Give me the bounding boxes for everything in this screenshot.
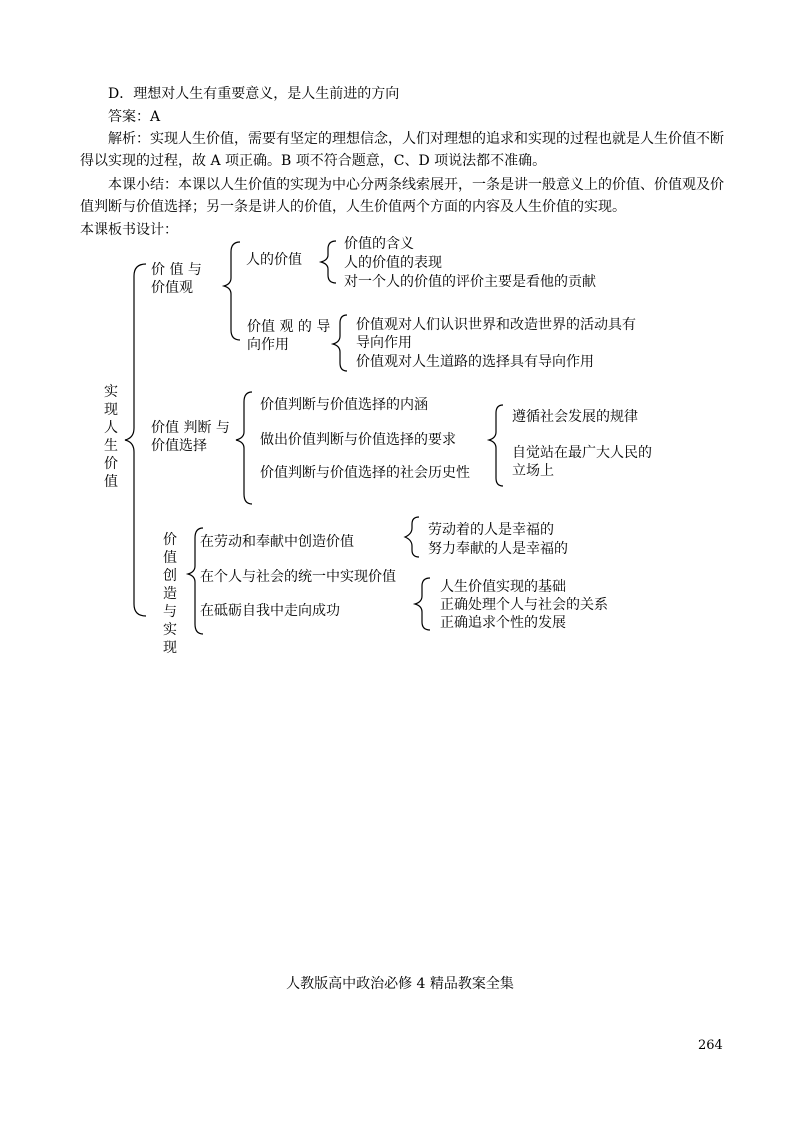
sub1-bracket xyxy=(321,241,336,283)
answer: 答案：A xyxy=(108,109,161,125)
sub2-label-line1: 价值 观 的 导 xyxy=(247,319,331,335)
section2-label-line1: 价值 判断 与 xyxy=(151,420,230,436)
root-bracket xyxy=(125,264,146,616)
section2-item-3: 价值判断与价值选择的社会历史性 xyxy=(260,465,470,481)
section2-item-2: 做出价值判断与价值选择的要求 xyxy=(260,432,456,448)
sub2-item2: 价值观对人生道路的选择具有导向作用 xyxy=(356,354,594,370)
page-number: 264 xyxy=(698,1038,723,1053)
section1-bracket xyxy=(224,242,240,340)
section3-item-3: 在砥砺自我中走向成功 xyxy=(200,603,340,619)
board-root-label: 实现人生价值 xyxy=(104,384,118,490)
section2-right-item2-line1: 自觉站在最广大人民的 xyxy=(512,445,652,461)
option-d: D．理想对人生有重要意义，是人生前进的方向 xyxy=(108,86,400,102)
section2-item-1: 价值判断与价值选择的内涵 xyxy=(260,397,428,413)
section3-label: 价值创造与实现 xyxy=(163,532,177,656)
sub1-item-2: 人的价值的表现 xyxy=(344,255,442,271)
sub1-item-3: 对一个人的价值的评价主要是看他的贡献 xyxy=(344,274,596,290)
section3-suba-bracket xyxy=(405,517,419,557)
board-title: 本课板书设计： xyxy=(80,222,178,238)
section3-subb-item-3: 正确追求个性的发展 xyxy=(440,615,566,631)
section2-label-line2: 价值选择 xyxy=(151,438,207,454)
sub2-label-line2: 向作用 xyxy=(247,337,289,353)
section3-subb-item-1: 人生价值实现的基础 xyxy=(440,579,566,595)
sub2-item1-line1: 价值观对人们认识世界和改造世界的活动具有 xyxy=(356,317,636,333)
section2-right-bracket xyxy=(489,405,503,486)
sub2-item1-line2: 导向作用 xyxy=(356,335,412,351)
sub2-bracket xyxy=(333,315,347,371)
section3-item-2: 在个人与社会的统一中实现价值 xyxy=(200,569,396,585)
section3-subb-item-2: 正确处理个人与社会的关系 xyxy=(440,597,608,613)
section1-label-line2: 价值观 xyxy=(151,280,193,296)
section3-suba-item-1: 劳动着的人是幸福的 xyxy=(428,522,554,538)
section3-item-1: 在劳动和奉献中创造价值 xyxy=(200,534,354,550)
section1-label-line1: 价 值 与 xyxy=(151,262,202,278)
section3-suba-item-2: 努力奉献的人是幸福的 xyxy=(428,541,568,557)
sub1-item-1: 价值的含义 xyxy=(344,236,414,252)
section2-right-item1: 遵循社会发展的规律 xyxy=(512,409,638,425)
sub1-label: 人的价值 xyxy=(246,252,302,268)
section2-right-item2-line2: 立场上 xyxy=(512,463,554,479)
summary-paragraph: 本课小结：本课以人生价值的实现为中心分两条线索展开，一条是讲一般意义上的价值、价值观及价值判断与价值选择；另一条是讲人的价值，人生价值两个方面的内容及人生价值的实现。 xyxy=(80,177,724,215)
footer-book-title: 人教版高中政治必修 4 精品教案全集 xyxy=(286,976,514,992)
section3-subb-bracket xyxy=(415,578,430,630)
section2-bracket xyxy=(236,392,252,504)
analysis-paragraph: 解析：实现人生价值，需要有坚定的理想信念，人们对理想的追求和实现的过程也就是人生价值不断得以实现的过程，故 A 项正确。B 项不符合题意，C、D 项说法都不准确。 xyxy=(80,131,724,169)
